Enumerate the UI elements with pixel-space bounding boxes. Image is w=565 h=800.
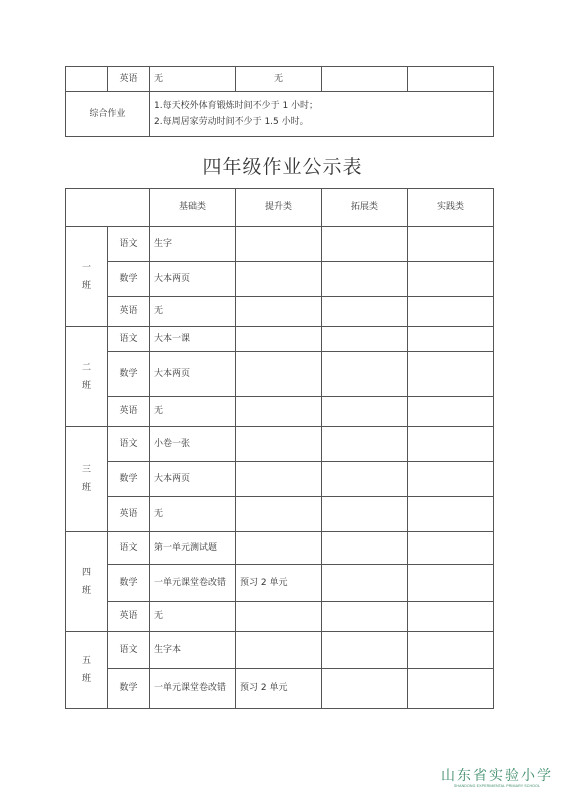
table-row — [66, 262, 494, 297]
improve-cell — [236, 397, 322, 427]
improve-cell: 预习 2 单元 — [236, 565, 322, 602]
subject-cell: 数学 — [108, 462, 150, 497]
extend-cell — [322, 352, 408, 397]
page-title: 四年级作业公示表 — [202, 156, 363, 178]
practice-cell — [408, 532, 494, 565]
table-row — [66, 602, 494, 632]
subject-cell: 语文 — [108, 632, 150, 669]
subject-cell: 英语 — [108, 602, 150, 632]
practice-cell — [408, 427, 494, 462]
subject-cell: 英语 — [108, 297, 150, 327]
extend-cell — [322, 669, 408, 709]
improve-cell — [236, 632, 322, 669]
class-name-cell: 二 班 — [66, 327, 108, 427]
improve-cell — [236, 327, 322, 352]
basic-cell: 一单元课堂卷改错 — [150, 565, 236, 602]
practice-cell — [408, 262, 494, 297]
table-row — [66, 632, 494, 669]
improve-cell — [236, 427, 322, 462]
basic-cell: 生字本 — [150, 632, 236, 669]
extend-cell — [322, 297, 408, 327]
subject-cell: 数学 — [108, 565, 150, 602]
table-cell — [408, 67, 494, 92]
improve-cell — [236, 262, 322, 297]
basic-cell: 无 — [150, 602, 236, 632]
subject-cell: 数学 — [108, 262, 150, 297]
subject-cell: 数学 — [108, 352, 150, 397]
table-row — [66, 532, 494, 565]
practice-cell — [408, 227, 494, 262]
basic-cell: 生字 — [150, 227, 236, 262]
table-row — [66, 327, 494, 352]
logo-english: SHANDONG EXPERIMENTAL PRIMARY SCHOOL — [453, 784, 541, 788]
extend-cell — [322, 532, 408, 565]
extend-cell — [322, 632, 408, 669]
class-name-cell: 三 班 — [66, 427, 108, 532]
basic-cell: 无 — [150, 397, 236, 427]
extend-cell — [322, 565, 408, 602]
table-row — [66, 497, 494, 532]
basic-cell: 一单元课堂卷改错 — [150, 669, 236, 709]
basic-cell: 无 — [150, 297, 236, 327]
table-row — [66, 297, 494, 327]
practice-cell — [408, 632, 494, 669]
improve-cell — [236, 297, 322, 327]
extend-cell — [322, 462, 408, 497]
subject-cell: 英语 — [108, 67, 150, 92]
improve-cell — [236, 602, 322, 632]
practice-cell — [408, 297, 494, 327]
column-header: 拓展类 — [322, 189, 408, 227]
column-header: 提升类 — [236, 189, 322, 227]
table-cell — [322, 67, 408, 92]
basic-cell: 大本两页 — [150, 262, 236, 297]
basic-cell: 大本一课 — [150, 327, 236, 352]
class-name-cell: 一 班 — [66, 227, 108, 327]
table-row — [66, 462, 494, 497]
table-row — [66, 67, 494, 92]
table-row — [66, 565, 494, 602]
table-row — [66, 352, 494, 397]
header-corner — [66, 189, 150, 227]
comprehensive-content — [150, 92, 494, 137]
class-name-cell: 四 班 — [66, 532, 108, 632]
subject-cell: 英语 — [108, 397, 150, 427]
improve-cell — [236, 532, 322, 565]
practice-cell — [408, 462, 494, 497]
subject-cell: 数学 — [108, 669, 150, 709]
improve-cell — [236, 497, 322, 532]
header-row — [66, 189, 494, 227]
subject-cell: 语文 — [108, 327, 150, 352]
table-cell: 无 — [150, 67, 236, 92]
homework-table — [65, 188, 494, 709]
extend-cell — [322, 497, 408, 532]
table-row — [66, 92, 494, 137]
improve-cell — [236, 462, 322, 497]
practice-cell — [408, 397, 494, 427]
extend-cell — [322, 262, 408, 297]
column-header: 基础类 — [150, 189, 236, 227]
table-cell: 无 — [236, 67, 322, 92]
extend-cell — [322, 427, 408, 462]
basic-cell: 大本两页 — [150, 352, 236, 397]
class-name-cell: 五 班 — [66, 632, 108, 709]
table-cell — [66, 67, 108, 92]
comprehensive-label: 综合作业 — [66, 92, 150, 137]
comprehensive-line-1: 1.每天校外体育锻炼时间不少于 1 小时； — [154, 101, 319, 111]
improve-cell — [236, 227, 322, 262]
practice-cell — [408, 352, 494, 397]
practice-cell — [408, 327, 494, 352]
column-header: 实践类 — [408, 189, 494, 227]
extend-cell — [322, 327, 408, 352]
extend-cell — [322, 227, 408, 262]
improve-cell: 预习 2 单元 — [236, 669, 322, 709]
subject-cell: 英语 — [108, 497, 150, 532]
logo-chinese: 山东省实验小学 — [441, 768, 553, 784]
table-row — [66, 227, 494, 262]
subject-cell: 语文 — [108, 532, 150, 565]
basic-cell: 小卷一张 — [150, 427, 236, 462]
extend-cell — [322, 602, 408, 632]
practice-cell — [408, 497, 494, 532]
subject-cell: 语文 — [108, 227, 150, 262]
table-row — [66, 397, 494, 427]
basic-cell: 无 — [150, 497, 236, 532]
top-table — [65, 66, 494, 137]
school-logo — [441, 768, 553, 789]
basic-cell: 第一单元测试题 — [150, 532, 236, 565]
practice-cell — [408, 602, 494, 632]
table-row — [66, 427, 494, 462]
improve-cell — [236, 352, 322, 397]
comprehensive-line-2: 2.每周居家劳动时间不少于 1.5 小时。 — [154, 117, 309, 127]
extend-cell — [322, 397, 408, 427]
basic-cell: 大本两页 — [150, 462, 236, 497]
subject-cell: 语文 — [108, 427, 150, 462]
table-row — [66, 669, 494, 709]
practice-cell — [408, 565, 494, 602]
practice-cell — [408, 669, 494, 709]
